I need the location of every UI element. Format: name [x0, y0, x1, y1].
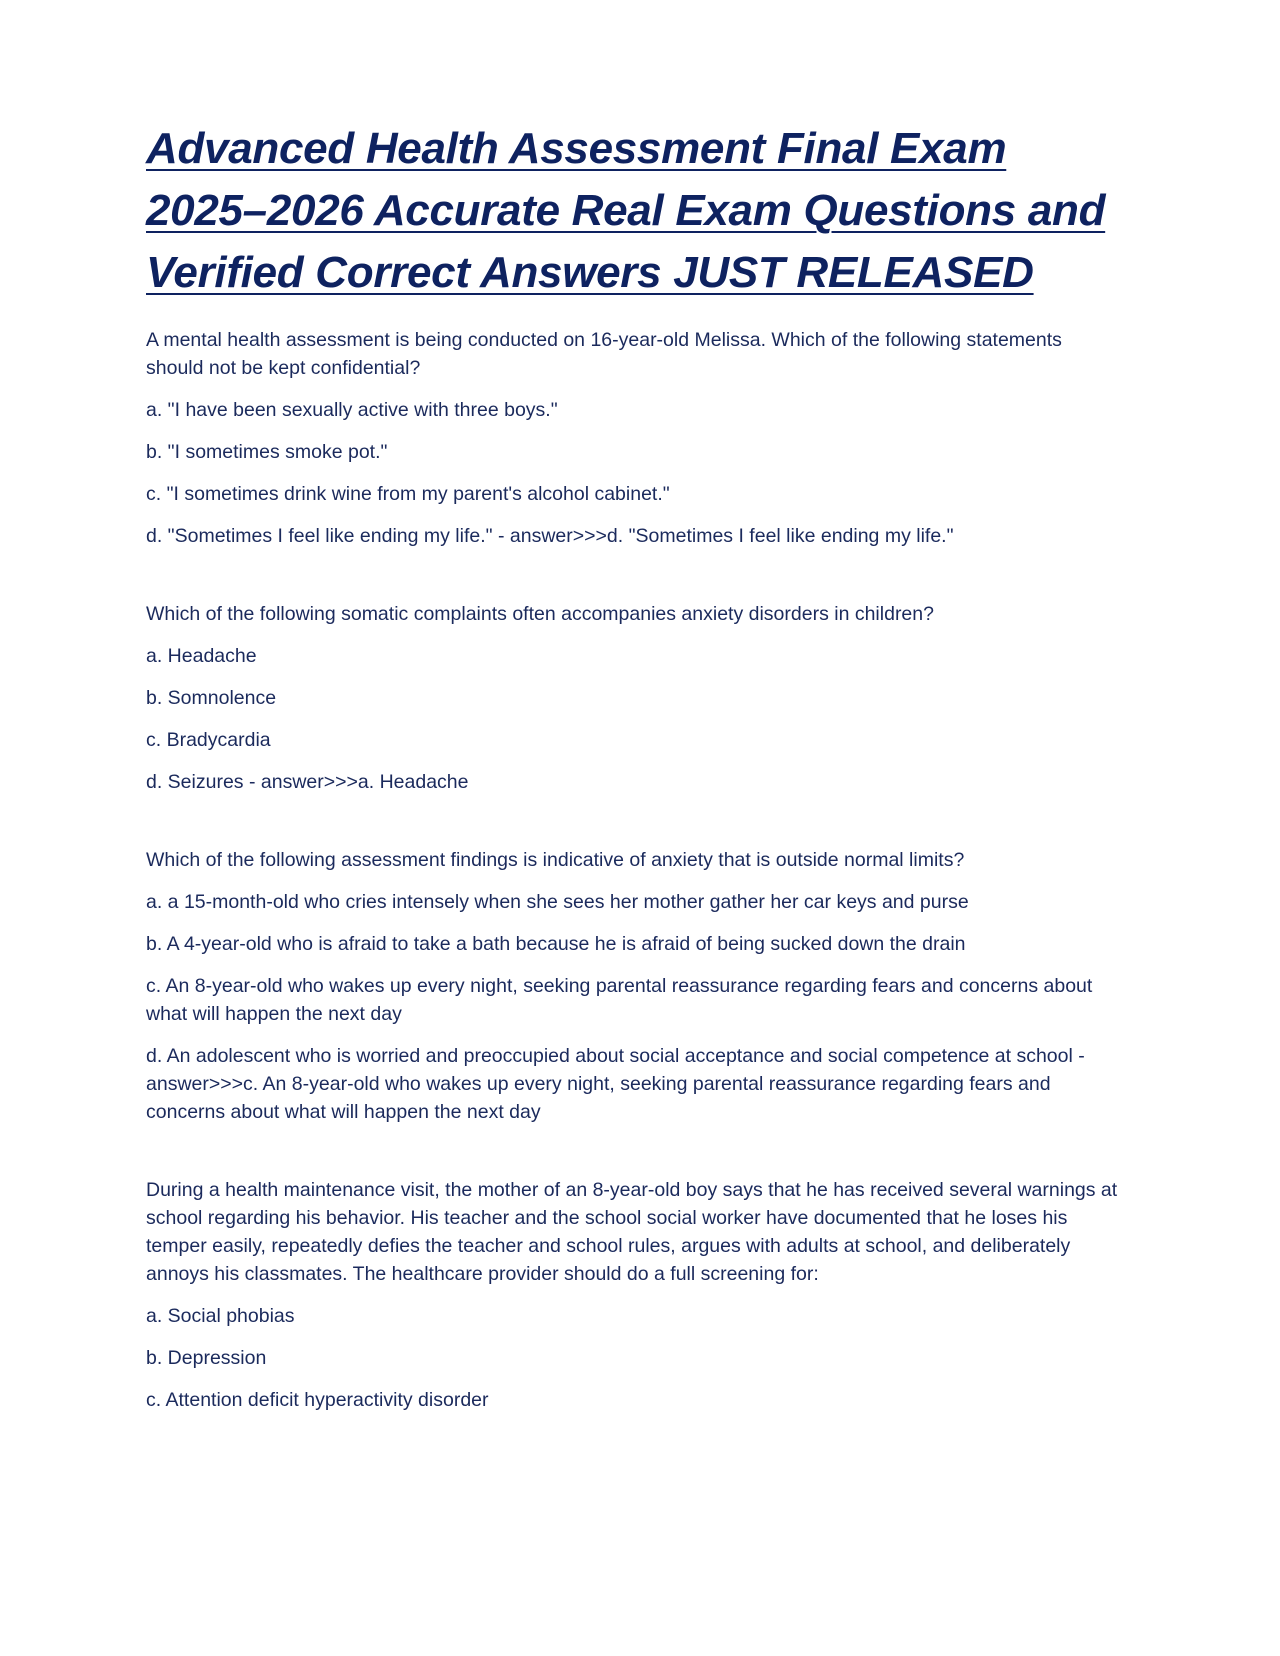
- answer-option: a. "I have been sexually active with three boys.": [146, 399, 558, 421]
- document-title: Advanced Health Assessment Final Exam 2025–2026 Accurate Real Exam Questions and Verified Correct Answers JUST RELEASED: [146, 124, 1106, 297]
- question-stem: During a health maintenance visit, the mother of an 8-year-old boy says that he has received several warnings at school regarding his behavior. His teacher and the school social worker have documented that he loses his temper easily, repeatedly defies the teacher and school rules, argues with adults at school, and deliberately annoys his classmates. The healthcare provider should do a full screening for:: [146, 1179, 1118, 1285]
- question-stem: A mental health assessment is being conducted on 16-year-old Melissa. Which of the following statements should not be kept confidential?: [146, 329, 1062, 379]
- question-2: [146, 600, 1120, 796]
- answer-option: c. Attention deficit hyperactivity disorder: [146, 1389, 489, 1411]
- question-stem: Which of the following assessment findings is indicative of anxiety that is outside normal limits?: [146, 849, 965, 871]
- answer-option: b. A 4-year-old who is afraid to take a bath because he is afraid of being sucked down the drain: [146, 933, 966, 955]
- answer-option: c. "I sometimes drink wine from my parent's alcohol cabinet.": [146, 483, 670, 505]
- answer-option: c. An 8-year-old who wakes up every night, seeking parental reassurance regarding fears and concerns about what will happen the next day: [146, 975, 1093, 1025]
- question-4: [146, 1176, 1120, 1414]
- answer-option: b. Somnolence: [146, 687, 277, 709]
- question-3: [146, 846, 1120, 1126]
- answer-option: a. Headache: [146, 645, 257, 667]
- answer-option: a. Social phobias: [146, 1305, 295, 1327]
- answer-option: b. Depression: [146, 1347, 267, 1369]
- answer-option-with-key: d. Seizures - answer>>>a. Headache: [146, 771, 469, 793]
- answer-option-with-key: d. An adolescent who is worried and preoccupied about social acceptance and social competence at school - answer>>>c. An 8-year-old who wakes up every night, seeking parental reassurance regarding fears and concerns about what will happen the next day: [146, 1045, 1085, 1123]
- answer-option: b. "I sometimes smoke pot.": [146, 441, 388, 463]
- question-stem: Which of the following somatic complaints often accompanies anxiety disorders in children?: [146, 603, 934, 625]
- answer-option: c. Bradycardia: [146, 729, 271, 751]
- answer-option-with-key: d. "Sometimes I feel like ending my life." - answer>>>d. "Sometimes I feel like ending my life.": [146, 525, 954, 547]
- question-1: [146, 326, 1120, 550]
- answer-option: a. a 15-month-old who cries intensely when she sees her mother gather her car keys and purse: [146, 891, 969, 913]
